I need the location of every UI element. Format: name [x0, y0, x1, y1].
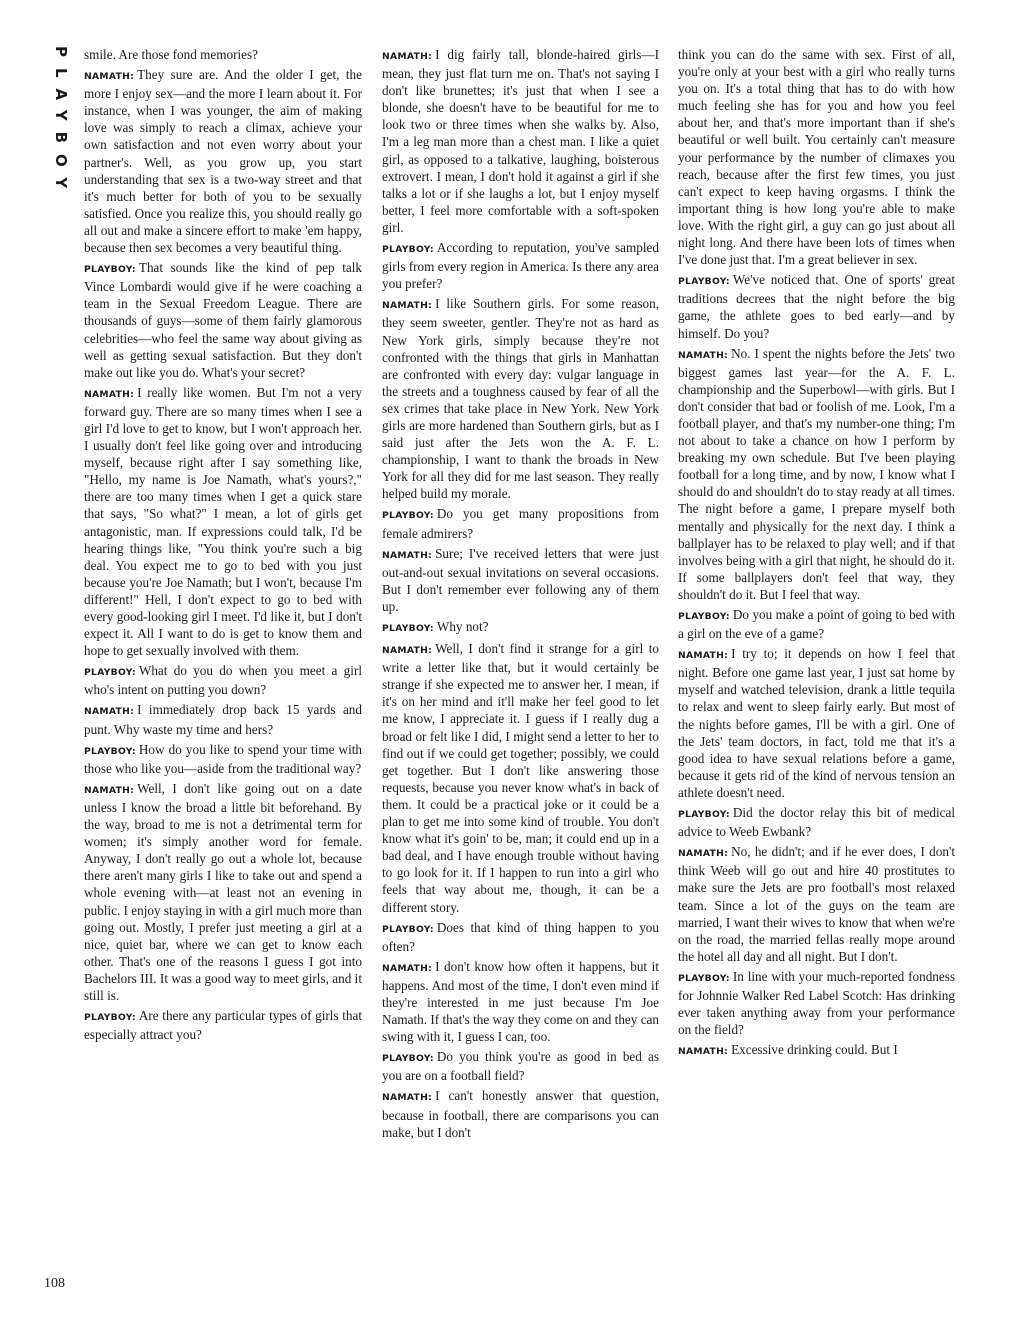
paragraph-text: How do you like to spend your time with those who like you—aside from the traditional way? — [84, 741, 362, 776]
paragraph-text: Do you make a point of going to bed with a girl on the eve of a game? — [678, 607, 955, 642]
speaker-label: PLAYBOY: — [678, 972, 730, 984]
paragraph-text: What do you do when you meet a girl who's intent on putting you down? — [84, 663, 362, 698]
speaker-label: PLAYBOY: — [678, 276, 730, 288]
paragraph-text: I try to; it depends on how I feel that night. Before one game last year, I just sat home by myself and watched television, drank a little tequila to relax and went to sleep fairly early. But most of the nights before games, I'll be with a girl. One of the Jets' team doctors, in fact, told me that it's a good idea to have sexual relations before a game, because it gets rid of the kind of nervous tension an athlete doesn't need. — [678, 646, 955, 800]
paragraph — [678, 1041, 955, 1060]
paragraph-text: Well, I don't like going out on a date unless I know the broad a little bit beforehand. By the way, broad to me is not a detrimental term for women; it's simply another word for female. Anyway, I don't really go out a whole lot, because there aren't many girls I like to take out and spend a whole evening with—at least not an evening in public. I enjoy staying in with a girl much more than going out. Mostly, I prefer just meeting a girl at a nice, quiet bar, where we can get to know each other. That's one of the reasons I guess I got into Bachelors III. It was a good way to meet girls, and it still is. — [84, 780, 362, 1003]
paragraph — [84, 662, 362, 698]
speaker-label: NAMATH: — [678, 650, 729, 662]
speaker-label: NAMATH: — [84, 706, 135, 718]
speaker-label: NAMATH: — [382, 549, 433, 561]
paragraph-text: We've noticed that. One of sports' great traditions decrees that the night before the big game, the athlete goes to bed early—and by himself. Do you? — [678, 272, 955, 341]
paragraph-text: They sure are. And the older I get, the more I enjoy sex—and the more I learn about it. For instance, when I was younger, the aim of making love was simply to reach a climax, achieve your own satisfaction and not even worry about your partner's. Well, as you grow up, you start understanding that sex is a two-way street and that it's much better for both of you to be sexually satisfied. Once you realize this, you should really go all out and make a sincere effort to make 'em happy, because then sex becomes a very beautiful thing. — [84, 67, 362, 256]
paragraph-text: I really like women. But I'm not a very forward guy. There are so many times when I see a girl I'd love to get to know, but I won't approach her. I usually don't feel like going over and introducing myself, because right after I say something like, "Hello, my name is Joe Namath, what's yours?," there are too many times when I get a quick stare that says, "So what?" I mean, a lot of girls get antagonistic, man. If expressions could talk, I'd be hearing things like, "You think you're such a big deal. You expect me to go to bed with you just because you're Joe Namath; but I won't, because I'm different!" Hell, I don't expect to go to bed with every good-looking girl I meet. I'd like it, but I don't expect it. All I want to do is get to know them and hope to get sexually involved with them. — [84, 384, 362, 659]
speaker-label: NAMATH: — [382, 645, 433, 657]
paragraph — [382, 958, 659, 1045]
speaker-label: PLAYBOY: — [678, 809, 730, 821]
speaker-label: NAMATH: — [84, 71, 135, 83]
speaker-label: PLAYBOY: — [84, 745, 136, 757]
paragraph-text: smile. Are those fond memories? — [84, 47, 258, 62]
paragraph — [678, 645, 955, 801]
paragraph-text: That sounds like the kind of pep talk Vince Lombardi would give if he were coaching a team in the Sexual Freedom League. There are thousands of guys—some of them fairly glamorous celebrities—who feel the same way about giving as well as getting sexual satisfaction. But they don't make out like you do. What's your secret? — [84, 260, 362, 380]
speaker-label: NAMATH: — [382, 962, 433, 974]
paragraph — [382, 1087, 659, 1140]
paragraph — [84, 1007, 362, 1043]
paragraph-text: I can't honestly answer that question, because in football, there are comparisons you can make, but I don't — [382, 1088, 659, 1140]
paragraph — [84, 46, 362, 63]
speaker-label: PLAYBOY: — [382, 923, 434, 935]
paragraph-text: I dig fairly tall, blonde-haired girls—I mean, they just flat turn me on. That's not saying I don't like brunettes; it's just that when I see a blonde, she doesn't have to be beautiful for me to look two or three times when she walks by. Also, I'm a leg man more than a chest man. I like a quiet girl, as opposed to a talkative, laughing, boisterous extrovert. I mean, I don't hold it against a girl if she talks a lot or if she laughs a lot, but I enjoy myself better, I feel more comfortable with a soft-spoken girl. — [382, 47, 659, 235]
paragraph — [678, 345, 955, 603]
speaker-label: NAMATH: — [382, 1092, 433, 1104]
paragraph — [84, 701, 362, 737]
paragraph-text: Did the doctor relay this bit of medical advice to Weeb Ewbank? — [678, 805, 955, 840]
paragraph-text: I like Southern girls. For some reason, they seem sweeter, gentler. They're not as hard as New York girls, simply because they're not confronted with the things that girls in Manhattan are confronted with every day: vulgar language in the streets and a toughness caused by fear of all the sex crimes that take place in New York. New York girls are more hardened than Southern girls, but as I said just after the Jets won the A. F. L. championship, I want to thank the broads in New York for all they did for me last season. They really helped build my morale. — [382, 296, 659, 502]
paragraph — [382, 295, 659, 502]
paragraph-text: think you can do the same with sex. First of all, you're only at your best with a girl who really turns you on. It's a total thing that has to do with how much feeling she has for you and how you feel about her, and that's more important than if she's beautiful or well built. You certainly can't measure your performance by the number of climaxes you reach, because after the first few times, you just can't expect to keep having orgasms. I think the important thing is how long you're able to make love. With the right girl, a guy can go just about all night long. And there have been lots of times when I've done just that. I'm a great believer in sex. — [678, 47, 955, 268]
paragraph-text: Well, I don't find it strange for a girl to write a letter like that, but it would certainly be strange if she expected me to answer her. I mean, if it's on her mind and it'll make her feel good to let me know, I appreciate it. I guess if I really dug a broad or felt like I did, I might send a letter to her to find out if we could get together; possibly, we could get together. But I don't like answering those requests, because you never know what's in back of them. It could be a practical joke or it could be a plan to get me into some kind of trouble. You don't know what it's goin' to be, man; it could end up in a bad deal, and I have enough trouble without having to go look for it. If I happen to run into a girl who feels that way about me, though, it can be a different story. — [382, 641, 659, 915]
column-3 — [678, 46, 955, 1286]
speaker-label: NAMATH: — [678, 1046, 729, 1058]
paragraph — [382, 239, 659, 292]
masthead-logo: PLAYBOY — [52, 46, 70, 200]
paragraph — [382, 1048, 659, 1084]
paragraph-text: I immediately drop back 15 yards and punt. Why waste my time and hers? — [84, 702, 362, 737]
paragraph-text: Why not? — [436, 619, 489, 634]
paragraph — [382, 640, 659, 916]
speaker-label: NAMATH: — [382, 51, 433, 62]
paragraph — [678, 46, 955, 268]
paragraph — [678, 843, 955, 965]
speaker-label: PLAYBOY: — [84, 1012, 136, 1024]
paragraph-text: In line with your much-reported fondness for Johnnie Walker Red Label Scotch: Has drinking ever taken anything away from your performance on the field? — [678, 968, 955, 1038]
paragraph — [678, 804, 955, 840]
paragraph — [382, 919, 659, 955]
speaker-label: PLAYBOY: — [382, 1053, 434, 1065]
speaker-label: NAMATH: — [84, 784, 135, 796]
speaker-label: PLAYBOY: — [382, 623, 434, 634]
paragraph-text: Does that kind of thing happen to you often? — [382, 919, 659, 954]
paragraph — [84, 384, 362, 660]
speaker-label: PLAYBOY: — [382, 244, 434, 256]
speaker-label: PLAYBOY: — [84, 667, 136, 679]
paragraph-text: Do you get many propositions from female admirers? — [382, 506, 659, 541]
paragraph — [84, 741, 362, 777]
speaker-label: PLAYBOY: — [84, 264, 136, 276]
paragraph-text: Excessive drinking could. But I — [731, 1042, 898, 1058]
paragraph — [382, 545, 659, 615]
paragraph-text: I don't know how often it happens, but it happens. And most of the time, I don't even mind if they're interested in me just because I'm Joe Namath. If that's the way they come on and they can swing with it, I guess I can, too. — [382, 958, 659, 1045]
speaker-label: NAMATH: — [382, 300, 433, 312]
paragraph — [84, 259, 362, 381]
paragraph — [382, 618, 659, 637]
speaker-label: NAMATH: — [84, 388, 135, 400]
paragraph — [678, 968, 955, 1038]
paragraph — [84, 780, 362, 1004]
speaker-label: NAMATH: — [678, 848, 729, 860]
paragraph — [382, 505, 659, 541]
paragraph — [84, 66, 362, 256]
speaker-label: PLAYBOY: — [382, 510, 434, 522]
paragraph-text: Sure; I've received letters that were just out-and-out sexual invitations on several occasions. But I don't remember ever following any of them up. — [382, 545, 659, 614]
paragraph-text: No. I spent the nights before the Jets' two biggest games last year—for the A. F. L. championship and the Superbowl—with girls. But I don't consider that bad or foolish of me. Look, I'm a football player, and that's my number-one thing; I'm not about to take a chance on how I perform by breaking my own schedule. But I've been playing football for a long time, and by now, I know what I should do and shouldn't do to stay ready at all times. The night before a game, I prepare myself both mentally and physically for the next day. I think a ballplayer has to be relaxed to play well; and if that involves being with a girl that night, he should do it. If some ballplayers don't feel that way, they shouldn't do it. But I feel that way. — [678, 345, 955, 602]
paragraph — [678, 606, 955, 642]
masthead — [36, 46, 80, 200]
speaker-label: NAMATH: — [678, 349, 729, 361]
paragraph — [382, 46, 659, 236]
paragraph-text: According to reputation, you've sampled girls from every region in America. Is there any area you prefer? — [382, 240, 659, 292]
column-2 — [382, 46, 659, 1286]
column-1 — [84, 46, 362, 1286]
speaker-label: PLAYBOY: — [678, 611, 730, 622]
paragraph-text: No, he didn't; and if he ever does, I don't think Weeb will go out and hire 40 prostitutes to make sure the Jets are pro football's most relaxed team. Since a lot of the guys on the team are married, I want their wives to know that when we're on the road, the married fellas really mope around the hotel all day and all night. But I don't. — [678, 844, 955, 964]
page-number: 108 — [44, 1276, 65, 1291]
paragraph-text: Do you think you're as good in bed as you are on a football field? — [382, 1049, 659, 1084]
paragraph — [678, 271, 955, 341]
paragraph-text: Are there any particular types of girls that especially attract you? — [84, 1008, 362, 1043]
